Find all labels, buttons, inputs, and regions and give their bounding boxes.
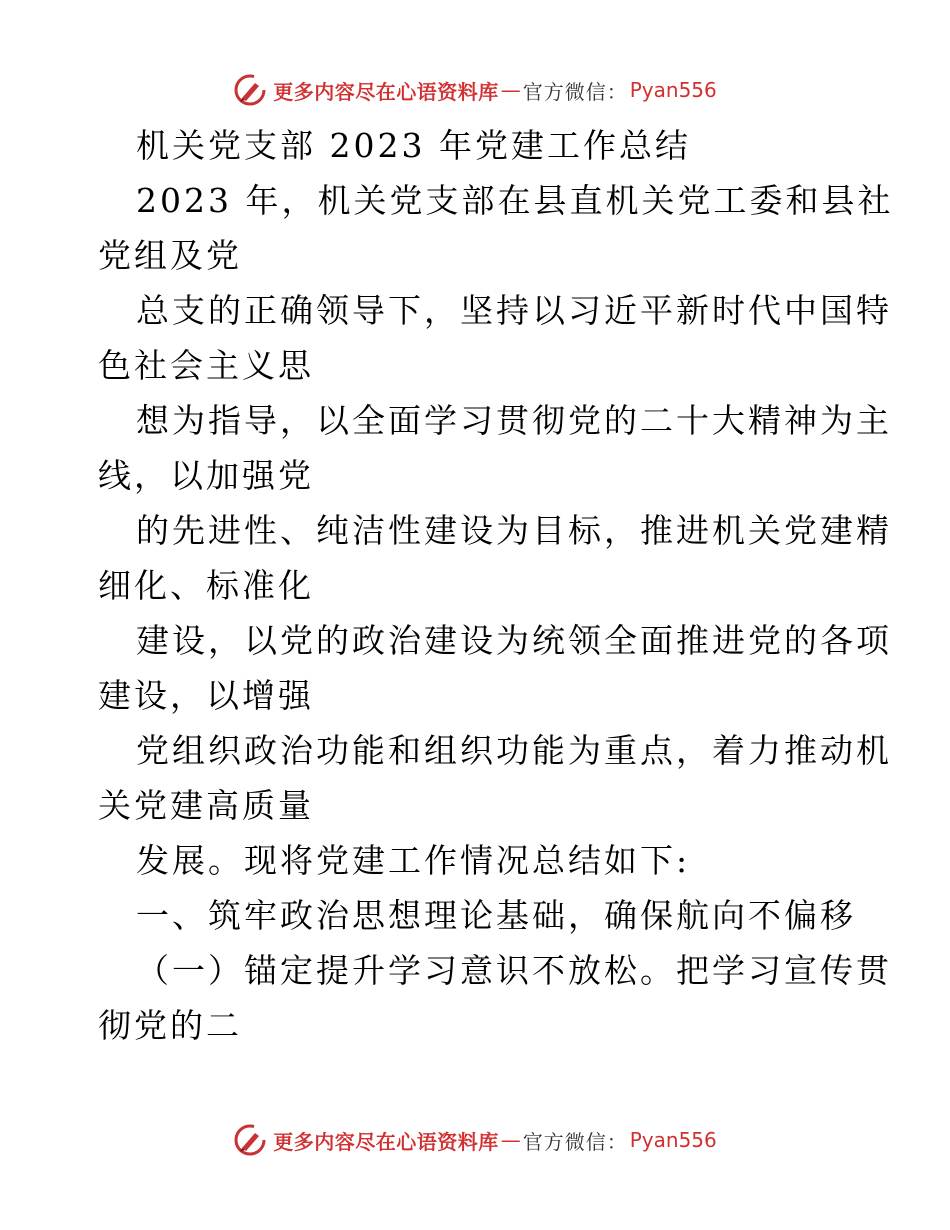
text-line: 党组及党 — [98, 236, 242, 275]
text-line: 一、筑牢政治思想理论基础，确保航向不偏移 — [136, 896, 856, 935]
text-line: 关党建高质量 — [98, 786, 314, 825]
watermark-brand: 更多内容尽在心语资料库 — [273, 1129, 499, 1154]
text-line: 线，以加强党 — [98, 456, 314, 495]
pen-logo-icon — [233, 73, 267, 107]
pen-logo-icon — [233, 1123, 267, 1157]
text-line: 建设，以党的政治建设为统领全面推进党的各项 — [136, 621, 892, 660]
text-line: （一）锚定提升学习意识不放松。把学习宣传贯 — [136, 951, 892, 990]
text-line: 的先进性、纯洁性建设为目标，推进机关党建精 — [136, 511, 892, 550]
watermark-label: 官方微信： — [522, 79, 628, 104]
text-line: 2023 年，机关党支部在县直机关党工委和县社 — [136, 181, 894, 220]
watermark-footer — [0, 1122, 950, 1158]
watermark-header — [0, 72, 950, 108]
text-line: 党组织政治功能和组织功能为重点，着力推动机 — [136, 731, 892, 770]
text-line: 总支的正确领导下，坚持以习近平新时代中国特 — [136, 291, 892, 330]
watermark-brand: 更多内容尽在心语资料库 — [273, 79, 499, 104]
watermark-separator: — — [500, 1128, 521, 1152]
document-body — [98, 118, 894, 1053]
watermark-id: Pyan556 — [629, 1128, 717, 1152]
text-line: 彻党的二 — [98, 1006, 242, 1045]
watermark-label: 官方微信： — [522, 1129, 628, 1154]
watermark-separator: — — [500, 78, 521, 102]
text-line: 细化、标准化 — [98, 566, 314, 605]
text-line: 想为指导，以全面学习贯彻党的二十大精神为主 — [136, 401, 892, 440]
watermark-id: Pyan556 — [629, 78, 717, 102]
text-line: 建设，以增强 — [98, 676, 314, 715]
text-line: 色社会主义思 — [98, 346, 314, 385]
text-line: 机关党支部 2023 年党建工作总结 — [136, 126, 691, 165]
text-line: 发展。现将党建工作情况总结如下: — [136, 841, 691, 880]
